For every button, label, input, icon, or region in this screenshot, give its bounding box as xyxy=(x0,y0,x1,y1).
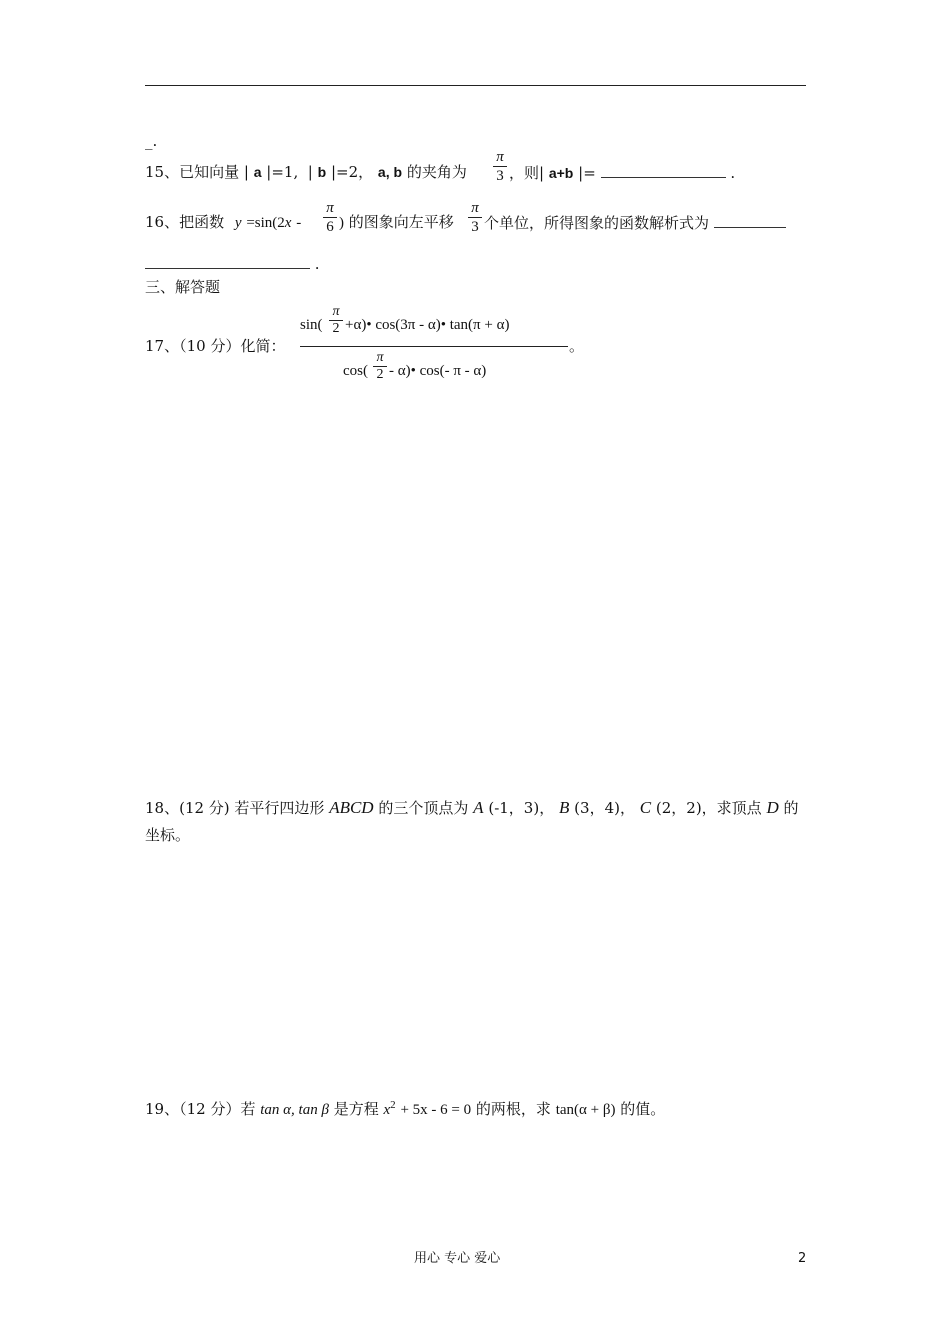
q16-end: . xyxy=(314,255,320,273)
q19-text3: 的值。 xyxy=(620,1100,666,1118)
q16-text1: 的图象向左平移 xyxy=(348,213,454,231)
q18-point-a: A xyxy=(473,798,484,817)
q15-frac-den: 3 xyxy=(496,168,504,184)
page-number: 2 xyxy=(798,1251,807,1266)
q19-eq-rest: + 5x - 6 = 0 xyxy=(400,1102,472,1118)
q17-end: 。 xyxy=(569,337,585,355)
q15-b-abs-close: |=2， xyxy=(330,163,374,181)
q19-tans: tan α, tan β xyxy=(260,1102,329,1118)
q17-num-frac-den: 2 xyxy=(332,321,340,336)
header-rule xyxy=(145,85,806,86)
q19-text1: 是方程 xyxy=(333,1100,379,1118)
q17-den-cos: cos( xyxy=(343,363,368,379)
q15-line xyxy=(145,165,467,180)
q15-eq: |= xyxy=(578,164,596,182)
q18-abcd: ABCD xyxy=(329,798,374,817)
q19-eq-exp: 2 xyxy=(390,1099,396,1111)
q15-angle-text: 的夹角为 xyxy=(406,163,467,181)
q17-num-sin: sin( xyxy=(300,317,323,333)
q19-target: tan(α + β) xyxy=(555,1102,616,1118)
q15-b-abs-open: | xyxy=(307,163,313,181)
q15-fraction xyxy=(493,149,507,184)
q15-sum: a+b xyxy=(548,165,574,181)
q16-answer-blank-2 xyxy=(145,256,310,269)
q18-point-b: B xyxy=(559,798,570,817)
q18-prefix: 18、(12 分) 若平行四边形 xyxy=(145,799,325,817)
q16-frac1-num: π xyxy=(326,200,334,216)
q18-point-d: D xyxy=(766,798,779,817)
q16-frac2-den: 3 xyxy=(471,219,479,235)
q17-den-frac-den: 2 xyxy=(376,367,384,382)
q17-numerator xyxy=(300,318,323,333)
q17-main-fraction-bar xyxy=(300,346,568,347)
top-fragment: _. xyxy=(145,132,158,150)
q15-end: . xyxy=(730,164,736,182)
q16-frac2-num: π xyxy=(471,200,479,216)
q17-den-rest: - α)• cos(- π - α) xyxy=(389,363,487,379)
q15-then: ，则| xyxy=(509,164,545,182)
q16-line xyxy=(145,215,301,231)
q16-answer-blank-1 xyxy=(714,215,786,228)
q17-num-frac-num: π xyxy=(332,304,340,319)
q17-prefix: 17、（10 分）化简： xyxy=(145,337,286,355)
q16-y: y xyxy=(234,215,242,231)
q16-close-paren: ) xyxy=(339,215,344,231)
q17-num-fraction xyxy=(329,305,343,336)
q17-den-fraction xyxy=(373,351,387,382)
footer-center: 用心 专心 爱心 xyxy=(414,1251,501,1266)
q19-line xyxy=(145,1100,665,1118)
q16-minus: - xyxy=(296,215,302,231)
q16-frac1-den: 6 xyxy=(326,219,334,235)
section-3-heading: 三、解答题 xyxy=(145,278,221,296)
q18-line1-end: 的 xyxy=(783,799,799,817)
q18-c-coord: (2，2)，求顶点 xyxy=(655,799,762,817)
q15-vector-a: a xyxy=(253,164,262,180)
q16-text2: 个单位，所得图象的函数解析式为 xyxy=(484,214,710,232)
q15-answer-blank xyxy=(601,165,726,178)
q16-tail xyxy=(484,215,786,231)
q16-fraction-1 xyxy=(323,200,337,235)
q18-point-c: C xyxy=(639,798,652,817)
q15-vector-b: b xyxy=(317,164,327,180)
q18-line2: 坐标。 xyxy=(145,826,191,844)
q19-prefix: 19、（12 分）若 xyxy=(145,1100,256,1118)
q18-a-coord: (-1，3)， xyxy=(488,799,555,817)
q16-fraction-2 xyxy=(468,200,482,235)
q18-b-coord: (3，4)， xyxy=(574,799,635,817)
q15-prefix: 15、已知向量 xyxy=(145,163,240,181)
q18-mid: 的三个顶点为 xyxy=(378,799,469,817)
q17-num-rest: +α)• cos(3π - α)• tan(π + α) xyxy=(345,317,510,333)
q15-a-abs-close: |=1, xyxy=(266,163,299,181)
q19-text2: 的两根，求 xyxy=(475,1100,551,1118)
q17-den-frac-num: π xyxy=(376,350,384,365)
q19-eq-x: x xyxy=(383,1102,391,1118)
q16-prefix: 16、把函数 xyxy=(145,213,225,231)
q16-line2 xyxy=(145,256,320,272)
q18-line1 xyxy=(145,799,799,816)
q15-frac-num: π xyxy=(496,149,504,165)
q16-mid xyxy=(339,215,454,231)
q15-vectors-ab: a, b xyxy=(377,164,403,180)
q16-x: x xyxy=(284,215,292,231)
q15-a-abs-open: | xyxy=(243,163,249,181)
q15-tail xyxy=(509,165,735,181)
q16-func-mid: =sin(2 xyxy=(246,215,285,231)
